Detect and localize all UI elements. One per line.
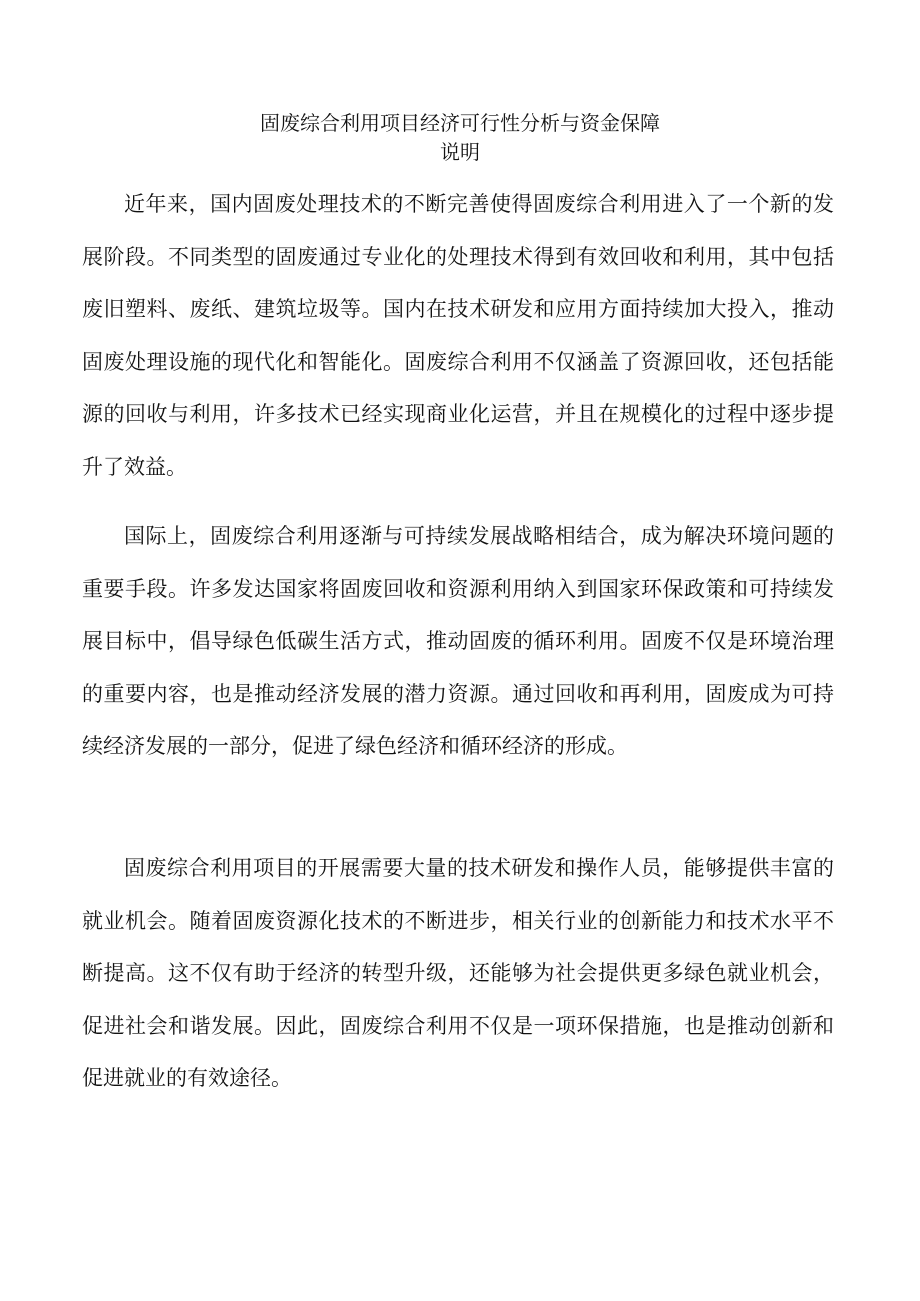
paragraph-1: 近年来，国内固废处理技术的不断完善使得固废综合利用进入了一个新的发展阶段。不同类型的固废通过专业化的处理技术得到有效回收和利用，其中包括废旧塑料、废纸、建筑垃圾等。国内在技术研发和应用方面持续加大投入，推动固废处理设施的现代化和智能化。固废综合利用不仅涵盖了资源回收，还包括能源的回收与利用，许多技术已经实现商业化运营，并且在规模化的过程中逐步提升了效益。 <box>82 192 834 479</box>
paragraph-3: 固废综合利用项目的开展需要大量的技术研发和操作人员，能够提供丰富的就业机会。随着固废资源化技术的不断进步，相关行业的创新能力和技术水平不断提高。这不仅有助于经济的转型升级，还能够为社会提供更多绿色就业机会，促进社会和谐发展。因此，固废综合利用不仅是一项环保措施，也是推动创新和促进就业的有效途径。 <box>82 856 834 1090</box>
paragraph-2: 国际上，固废综合利用逐渐与可持续发展战略相结合，成为解决环境问题的重要手段。许多发达国家将固废回收和资源利用纳入到国家环保政策和可持续发展目标中，倡导绿色低碳生活方式，推动固废的循环利用。固废不仅是环境治理的重要内容，也是推动经济发展的潜力资源。通过回收和再利用，固废成为可持续经济发展的一部分，促进了绿色经济和循环经济的形成。 <box>82 524 834 758</box>
document-title: 固废综合利用项目经济可行性分析与资金保障 <box>260 111 660 135</box>
document-subtitle: 说明 <box>440 140 480 164</box>
